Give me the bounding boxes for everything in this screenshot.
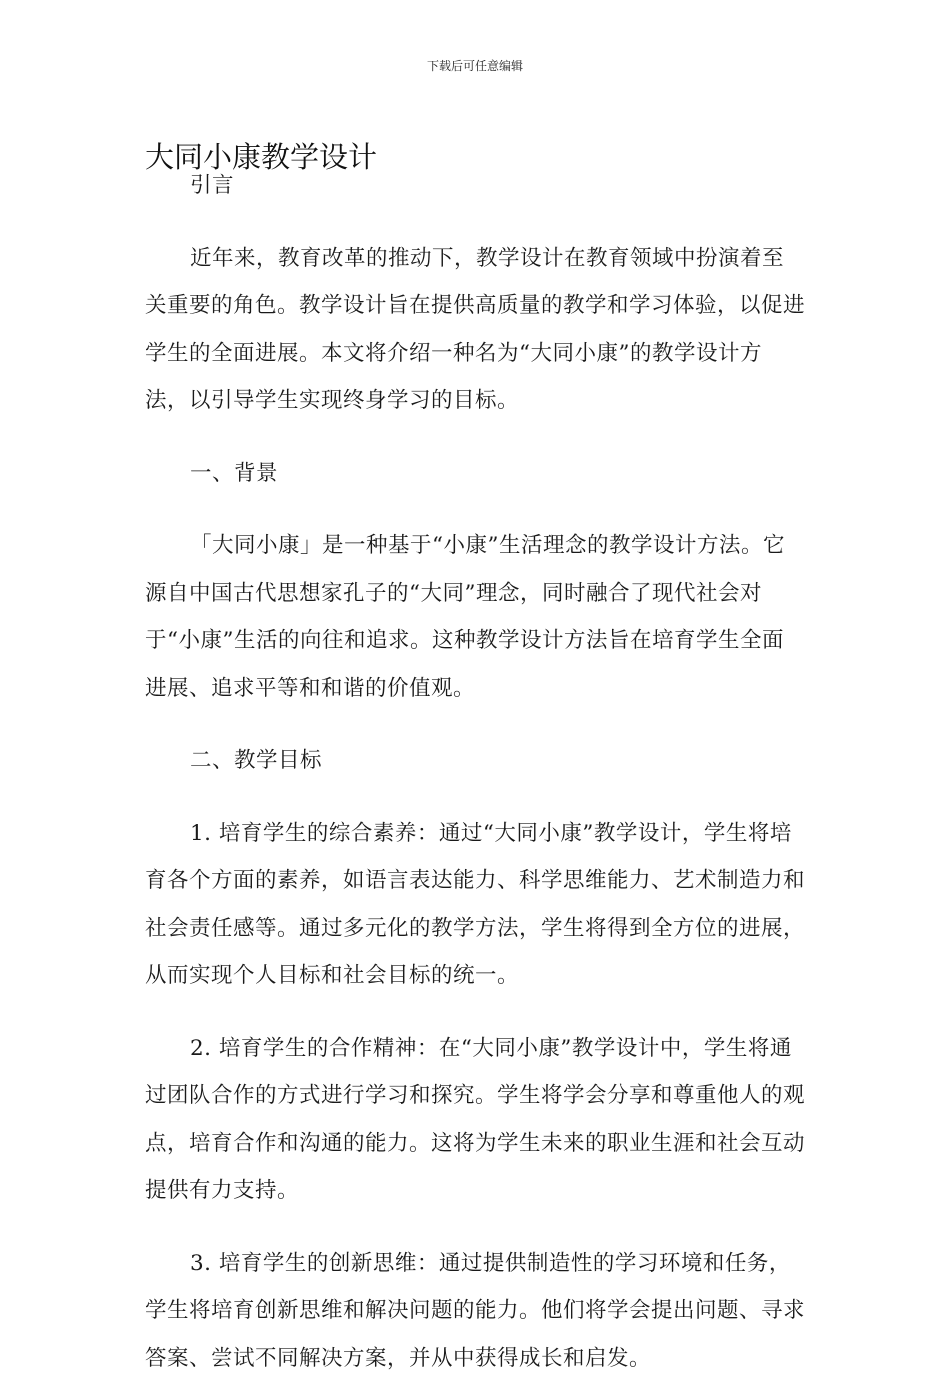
background-paragraph: 「大同小康」是一种基于“小康”生活理念的教学设计方法。它源自中国古代思想家孔子的“大同”理念，同时融合了现代社会对于“小康”生活的向往和追求。这种教学设计方法旨在培育学生全面进展、追求平等和和谐的价值观。 xyxy=(145,522,805,712)
spacer xyxy=(145,712,805,737)
intro-paragraph: 近年来，教育改革的推动下，教学设计在教育领域中扮演着至关重要的角色。教学设计旨在提供高质量的教学和学习体验，以促进学生的全面进展。本文将介绍一种名为“大同小康”的教学设计方法，以引导学生实现终身学习的目标。 xyxy=(145,235,805,425)
spacer xyxy=(145,1215,805,1240)
spacer xyxy=(145,210,805,235)
goal-item-1: 1. 培育学生的综合素养：通过“大同小康”教学设计，学生将培育各个方面的素养，如语言表达能力、科学思维能力、艺术制造力和社会责任感等。通过多元化的教学方法，学生将得到全方位的进展，从而实现个人目标和社会目标的统一。 xyxy=(145,810,805,1000)
spacer xyxy=(145,497,805,522)
document-body xyxy=(145,162,805,1382)
spacer xyxy=(145,1000,805,1025)
header-note: 下载后可任意编辑 xyxy=(0,57,950,74)
goals-heading: 二、教学目标 xyxy=(145,737,805,785)
background-heading: 一、背景 xyxy=(145,450,805,498)
intro-heading: 引言 xyxy=(145,162,805,210)
goal-item-3: 3. 培育学生的创新思维：通过提供制造性的学习环境和任务，学生将培育创新思维和解决问题的能力。他们将学会提出问题、寻求答案、尝试不同解决方案，并从中获得成长和启发。 xyxy=(145,1240,805,1382)
spacer xyxy=(145,785,805,810)
goal-item-2: 2. 培育学生的合作精神：在“大同小康”教学设计中，学生将通过团队合作的方式进行学习和探究。学生将学会分享和尊重他人的观点，培育合作和沟通的能力。这将为学生未来的职业生涯和社会互动提供有力支持。 xyxy=(145,1025,805,1215)
document-title: 大同小康教学设计 xyxy=(145,135,377,176)
spacer xyxy=(145,425,805,450)
